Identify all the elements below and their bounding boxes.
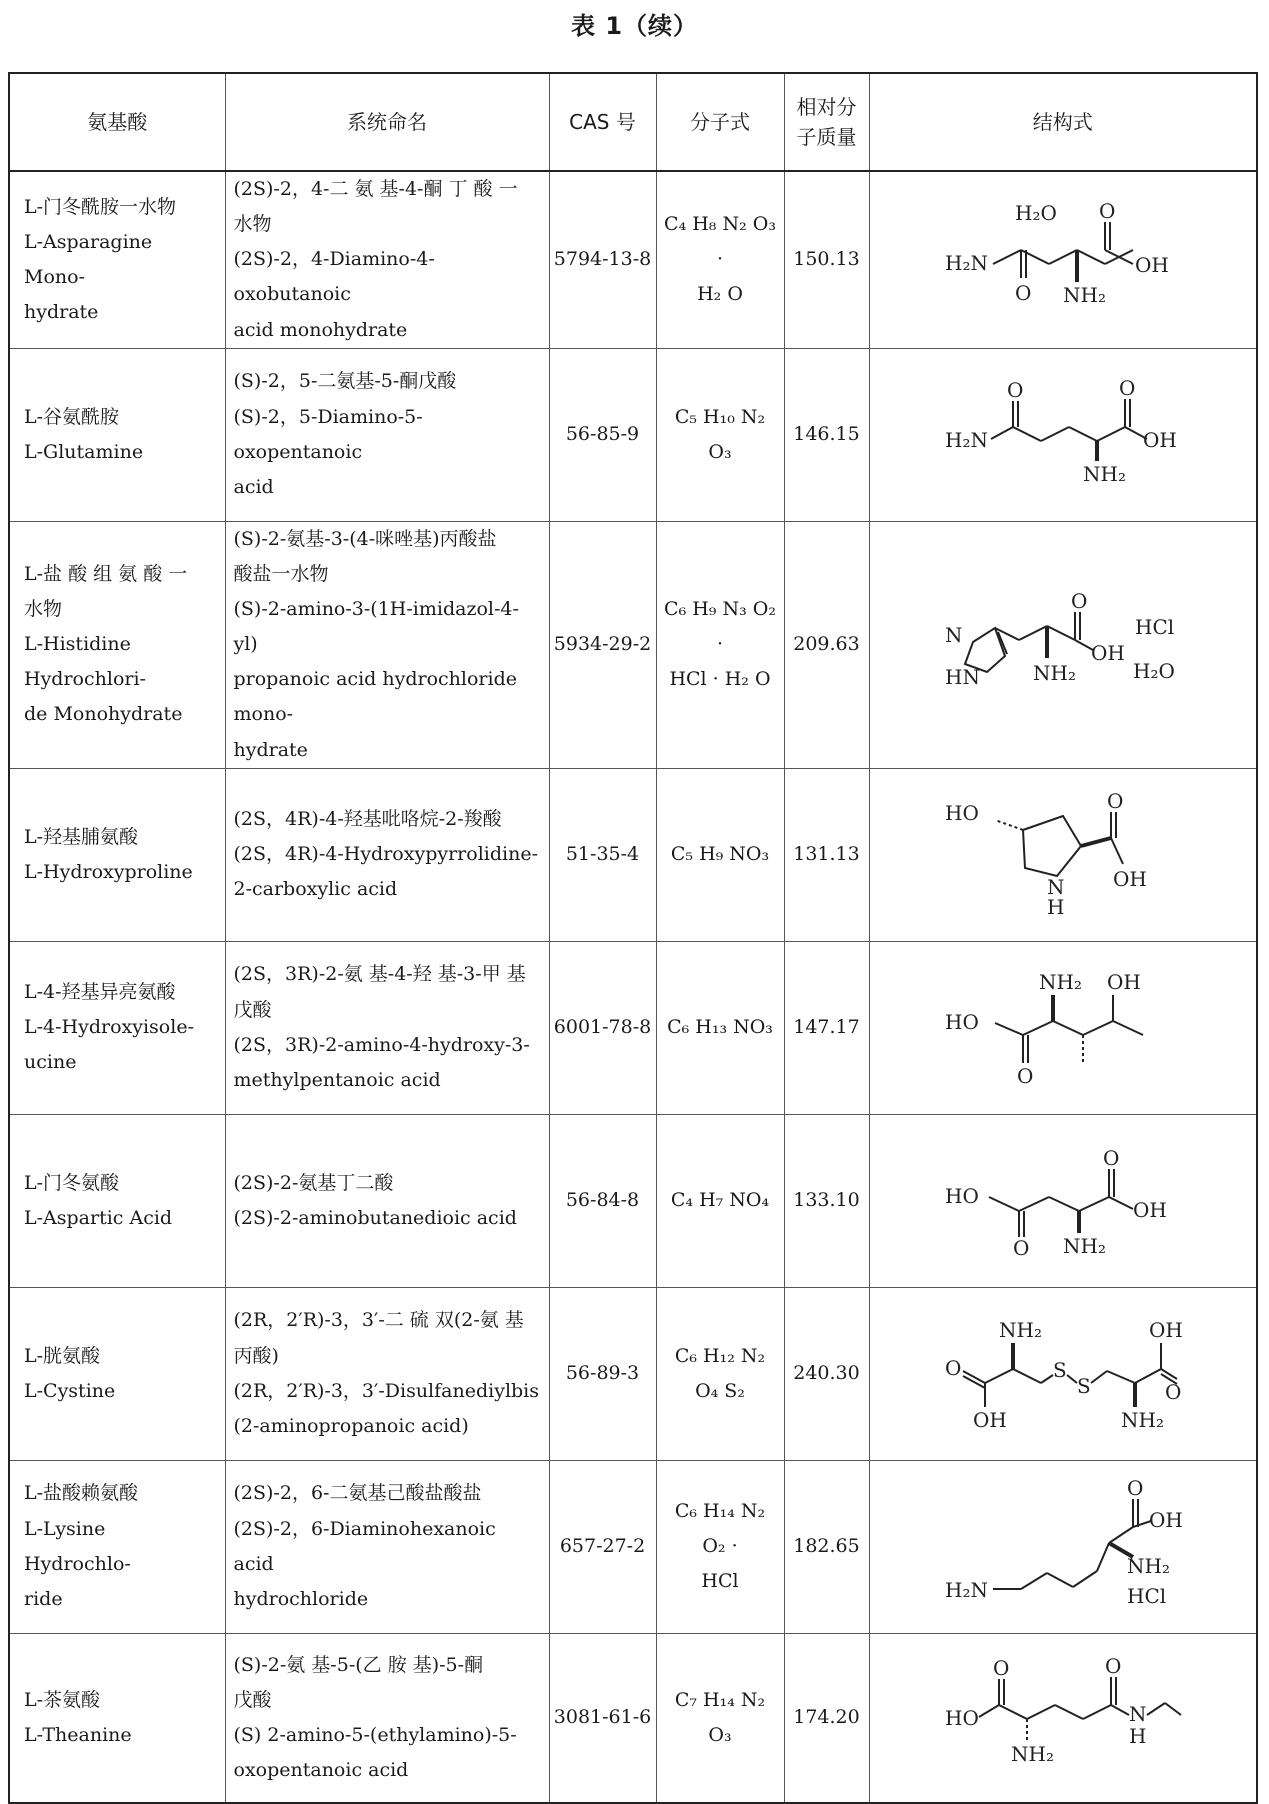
struct-label: NH₂	[1032, 660, 1076, 685]
system-name-line: 酸盐一水物	[233, 562, 329, 585]
histidine-hydrochloride-monohydrate-structure-icon	[943, 580, 1183, 710]
name-line: de Monohydrate	[24, 703, 183, 726]
formula-cell	[656, 171, 784, 348]
name-line: L-Asparagine Mono-	[24, 230, 159, 288]
header-amino-acid: 氨基酸	[9, 73, 225, 171]
system-name-line: (2-aminopropanoic acid)	[233, 1414, 469, 1437]
struct-label: OH	[1106, 969, 1141, 994]
system-name-line: (S)-2-amino-3-(1H-imidazol-4-yl)	[233, 597, 519, 656]
struct-label: O	[1012, 1235, 1030, 1260]
amino-acid-name-cell	[9, 1287, 225, 1460]
system-name-line: propanoic acid hydrochloride mono-	[233, 668, 524, 726]
structure-cell	[869, 941, 1257, 1114]
header-system-name: 系统命名	[225, 73, 549, 171]
struct-label: O	[1006, 377, 1024, 402]
name-line: L-Aspartic Acid	[24, 1206, 173, 1229]
struct-label: NH₂	[1082, 461, 1126, 486]
table-row	[9, 1633, 1257, 1803]
struct-label: N	[1128, 1701, 1147, 1726]
mass-cell: 240.30	[784, 1287, 869, 1460]
system-name-line: (2S)-2，4-二 氨 基-4-酮 丁 酸 一	[233, 178, 518, 200]
struct-label: H₂N	[944, 1577, 988, 1602]
system-name-cell	[225, 521, 549, 768]
formula-line: C₅ H₉ NO₃	[670, 843, 770, 866]
struct-label: O	[1104, 1653, 1122, 1678]
system-name-line: 丙酸)	[233, 1344, 279, 1367]
glutamine-structure-icon	[943, 375, 1183, 495]
formula-line: C₆ H₉ N₃ O₂ ·	[664, 597, 782, 656]
struct-label: OH	[1112, 866, 1147, 891]
amino-acid-name-cell	[9, 1460, 225, 1633]
struct-label: NH₂	[1010, 1741, 1054, 1766]
cas-cell: 51-35-4	[549, 768, 656, 941]
formula-cell	[656, 1460, 784, 1633]
name-line: ride	[24, 1587, 63, 1610]
structure-cell	[869, 1633, 1257, 1803]
cas-cell: 657-27-2	[549, 1460, 656, 1633]
cas-cell: 5794-13-8	[549, 171, 656, 348]
formula-cell	[656, 1633, 784, 1803]
amino-acid-name-cell	[9, 1633, 225, 1803]
system-name-line: (2S，3R)-2-amino-4-hydroxy-3-	[233, 1033, 530, 1056]
name-line: 水物	[24, 597, 63, 620]
formula-cell	[656, 768, 784, 941]
system-name-line: 2-carboxylic acid	[233, 878, 398, 901]
formula-line: C₅ H₁₀ N₂ O₃	[674, 405, 772, 463]
formula-line: C₄ H₇ NO₄	[670, 1189, 770, 1212]
struct-label: O	[992, 1655, 1010, 1680]
name-line: L-4-Hydroxyisole-	[24, 1016, 194, 1039]
system-name-line: (2S)-2，6-二氨基己酸盐酸盐	[233, 1482, 482, 1505]
formula-line: H₂ O	[697, 283, 743, 306]
struct-label: HO	[944, 800, 979, 825]
struct-label: S	[1076, 1373, 1091, 1398]
table-row	[9, 1287, 1257, 1460]
structure-cell	[869, 1114, 1257, 1287]
name-line: L-胱氨酸	[24, 1344, 101, 1367]
struct-label: NH₂	[998, 1317, 1042, 1342]
system-name-line: (2R，2′R)-3，3′-二 硫 双(2-氨 基	[233, 1309, 524, 1332]
struct-label: O	[944, 1355, 962, 1380]
aspartic-acid-structure-icon	[943, 1141, 1183, 1261]
system-name-cell	[225, 348, 549, 521]
name-line: L-茶氨酸	[24, 1688, 101, 1711]
system-name-line: (S)-2-氨 基-5-(乙 胺 基)-5-酮	[233, 1653, 484, 1676]
struct-label: HCl	[1126, 1583, 1166, 1608]
struct-label: O	[1102, 1145, 1120, 1170]
structure-cell	[869, 348, 1257, 521]
formula-line: C₄ H₈ N₂ O₃ ·	[664, 213, 782, 271]
struct-label: HO	[944, 1009, 979, 1034]
amino-acid-name-cell	[9, 348, 225, 521]
system-name-line: acid	[233, 475, 274, 498]
struct-label: N	[944, 622, 963, 647]
structure-cell	[869, 768, 1257, 941]
cystine-structure-icon	[943, 1309, 1183, 1439]
struct-label: NH₂	[1120, 1407, 1164, 1432]
table-row	[9, 171, 1257, 348]
system-name-line: acid monohydrate	[233, 318, 408, 341]
name-line: L-Lysine Hydrochlo-	[24, 1517, 131, 1575]
amino-acid-name-cell	[9, 521, 225, 768]
formula-line: C₆ H₁₂ N₂ O₄ S₂	[674, 1344, 772, 1402]
system-name-line: (2S，3R)-2-氨 基-4-羟 基-3-甲 基	[233, 963, 526, 986]
cas-cell: 56-84-8	[549, 1114, 656, 1287]
formula-cell	[656, 1287, 784, 1460]
struct-label: OH	[1142, 427, 1177, 452]
system-name-cell	[225, 768, 549, 941]
system-name-line: (S) 2-amino-5-(ethylamino)-5-	[233, 1723, 517, 1746]
struct-label: HO	[944, 1705, 979, 1730]
cas-cell: 3081-61-6	[549, 1633, 656, 1803]
structure-cell	[869, 1460, 1257, 1633]
header-formula: 分子式	[656, 73, 784, 171]
struct-label: S	[1052, 1357, 1067, 1382]
structure-cell	[869, 171, 1257, 348]
amino-acid-table	[8, 72, 1258, 1804]
name-line: ucine	[24, 1051, 77, 1074]
struct-label: HCl	[1134, 614, 1174, 639]
hydroxyisoleucine-structure-icon	[943, 963, 1183, 1093]
system-name-line: oxopentanoic acid	[233, 1759, 409, 1782]
struct-label: NH₂	[1062, 1233, 1106, 1258]
formula-cell	[656, 1114, 784, 1287]
name-line: hydrate	[24, 300, 99, 323]
header-cas: CAS 号	[549, 73, 656, 171]
struct-label: HN	[944, 664, 980, 689]
struct-label: NH₂	[1038, 969, 1082, 994]
mass-cell: 146.15	[784, 348, 869, 521]
name-line: L-Histidine Hydrochlori-	[24, 633, 146, 691]
formula-line: C₆ H₁₄ N₂ O₂ ·	[674, 1499, 772, 1558]
name-line: L-盐酸赖氨酸	[24, 1482, 139, 1505]
struct-label: O	[1014, 280, 1032, 305]
name-line: L-谷氨酰胺	[24, 405, 120, 428]
struct-label: O	[1070, 588, 1088, 613]
struct-label: H₂O	[1132, 658, 1175, 683]
system-name-line: (2S)-2，4-Diamino-4-oxobutanoic	[233, 248, 435, 306]
struct-label: O	[1164, 1379, 1182, 1404]
header-mass-line: 子质量	[796, 125, 857, 149]
table-row	[9, 1114, 1257, 1287]
theanine-structure-icon	[943, 1653, 1183, 1783]
struct-label: NH₂	[1126, 1553, 1170, 1578]
table-row	[9, 348, 1257, 521]
system-name-line: (2S)-2，6-Diaminohexanoic acid	[233, 1517, 502, 1575]
formula-line: C₆ H₁₃ NO₃	[667, 1016, 773, 1039]
system-name-line: 戊酸	[233, 1688, 272, 1711]
struct-label: HO	[944, 1183, 979, 1208]
table-row	[9, 1460, 1257, 1633]
struct-label: H₂N	[944, 250, 988, 275]
system-name-line: 水物	[233, 213, 272, 236]
struct-label: O	[1106, 789, 1124, 813]
table-caption: 表 1（续）	[570, 12, 699, 40]
system-name-line: hydrate	[233, 738, 308, 761]
mass-cell: 150.13	[784, 171, 869, 348]
structure-cell	[869, 521, 1257, 768]
struct-label: H	[1128, 1723, 1147, 1748]
formula-cell	[656, 348, 784, 521]
struct-label: OH	[1090, 640, 1125, 665]
struct-label: H₂N	[944, 427, 988, 452]
system-name-line: (2S)-2-aminobutanedioic acid	[233, 1206, 517, 1229]
name-line: L-Hydroxyproline	[24, 860, 193, 883]
system-name-line: (S)-2，5-二氨基-5-酮戊酸	[233, 370, 457, 393]
name-line: L-羟基脯氨酸	[24, 825, 139, 848]
struct-label: O	[1016, 1063, 1034, 1088]
table-row	[9, 941, 1257, 1114]
struct-label: OH	[1148, 1507, 1183, 1532]
struct-label: OH	[1148, 1317, 1183, 1342]
formula-line: HCl	[701, 1570, 739, 1593]
system-name-cell	[225, 941, 549, 1114]
mass-cell: 133.10	[784, 1114, 869, 1287]
struct-label: O	[1098, 199, 1116, 223]
name-line: L-门冬酰胺一水物	[24, 195, 177, 218]
name-line: L-盐 酸 组 氨 酸 一	[24, 562, 188, 585]
name-line: L-Theanine	[24, 1723, 132, 1746]
struct-label: O	[1118, 375, 1136, 400]
hydroxyproline-structure-icon	[943, 790, 1183, 920]
header-mass-line: 相对分	[796, 95, 857, 119]
name-line: L-Glutamine	[24, 440, 144, 463]
name-line: L-门冬氨酸	[24, 1171, 120, 1194]
struct-label: OH	[1134, 252, 1169, 277]
amino-acid-name-cell	[9, 941, 225, 1114]
struct-label: NH₂	[1062, 282, 1106, 307]
table-row	[9, 521, 1257, 768]
asparagine-monohydrate-structure-icon	[943, 200, 1183, 320]
formula-line: HCl · H₂ O	[669, 668, 771, 691]
system-name-line: (2S，4R)-4-羟基吡咯烷-2-羧酸	[233, 807, 502, 830]
struct-label: OH	[1132, 1197, 1167, 1222]
system-name-line: hydrochloride	[233, 1587, 369, 1610]
name-line: L-4-羟基异亮氨酸	[24, 980, 176, 1003]
struct-label: H	[1046, 894, 1065, 919]
system-name-line: (2S，4R)-4-Hydroxypyrrolidine-	[233, 843, 538, 866]
struct-label: H₂O	[1014, 200, 1057, 225]
amino-acid-name-cell	[9, 768, 225, 941]
formula-cell	[656, 941, 784, 1114]
structure-cell	[869, 1287, 1257, 1460]
cas-cell: 56-89-3	[549, 1287, 656, 1460]
system-name-line: (2S)-2-氨基丁二酸	[233, 1171, 394, 1194]
header-row	[9, 73, 1257, 171]
formula-cell	[656, 521, 784, 768]
mass-cell: 174.20	[784, 1633, 869, 1803]
lysine-hydrochloride-structure-icon	[943, 1477, 1183, 1617]
system-name-cell	[225, 1460, 549, 1633]
table-row	[9, 768, 1257, 941]
mass-cell: 182.65	[784, 1460, 869, 1633]
system-name-cell	[225, 1287, 549, 1460]
system-name-line: 戊酸	[233, 998, 272, 1021]
header-mass	[784, 73, 869, 171]
system-name-line: (S)-2，5-Diamino-5-oxopentanoic	[233, 405, 423, 463]
system-name-line: (S)-2-氨基-3-(4-咪唑基)丙酸盐	[233, 527, 497, 550]
struct-label: N	[1046, 874, 1065, 899]
system-name-cell	[225, 1633, 549, 1803]
amino-acid-name-cell	[9, 1114, 225, 1287]
cas-cell: 56-85-9	[549, 348, 656, 521]
system-name-line: methylpentanoic acid	[233, 1068, 441, 1091]
cas-cell: 6001-78-8	[549, 941, 656, 1114]
system-name-line: (2R，2′R)-3，3′-Disulfanediylbis	[233, 1379, 540, 1402]
struct-label: O	[1126, 1476, 1144, 1500]
struct-label: OH	[972, 1407, 1007, 1432]
header-structure: 结构式	[869, 73, 1257, 171]
formula-line: C₇ H₁₄ N₂ O₃	[674, 1688, 772, 1746]
cas-cell: 5934-29-2	[549, 521, 656, 768]
system-name-cell	[225, 171, 549, 348]
mass-cell: 147.17	[784, 941, 869, 1114]
mass-cell: 131.13	[784, 768, 869, 941]
mass-cell: 209.63	[784, 521, 869, 768]
system-name-cell	[225, 1114, 549, 1287]
name-line: L-Cystine	[24, 1379, 116, 1402]
amino-acid-name-cell	[9, 171, 225, 348]
